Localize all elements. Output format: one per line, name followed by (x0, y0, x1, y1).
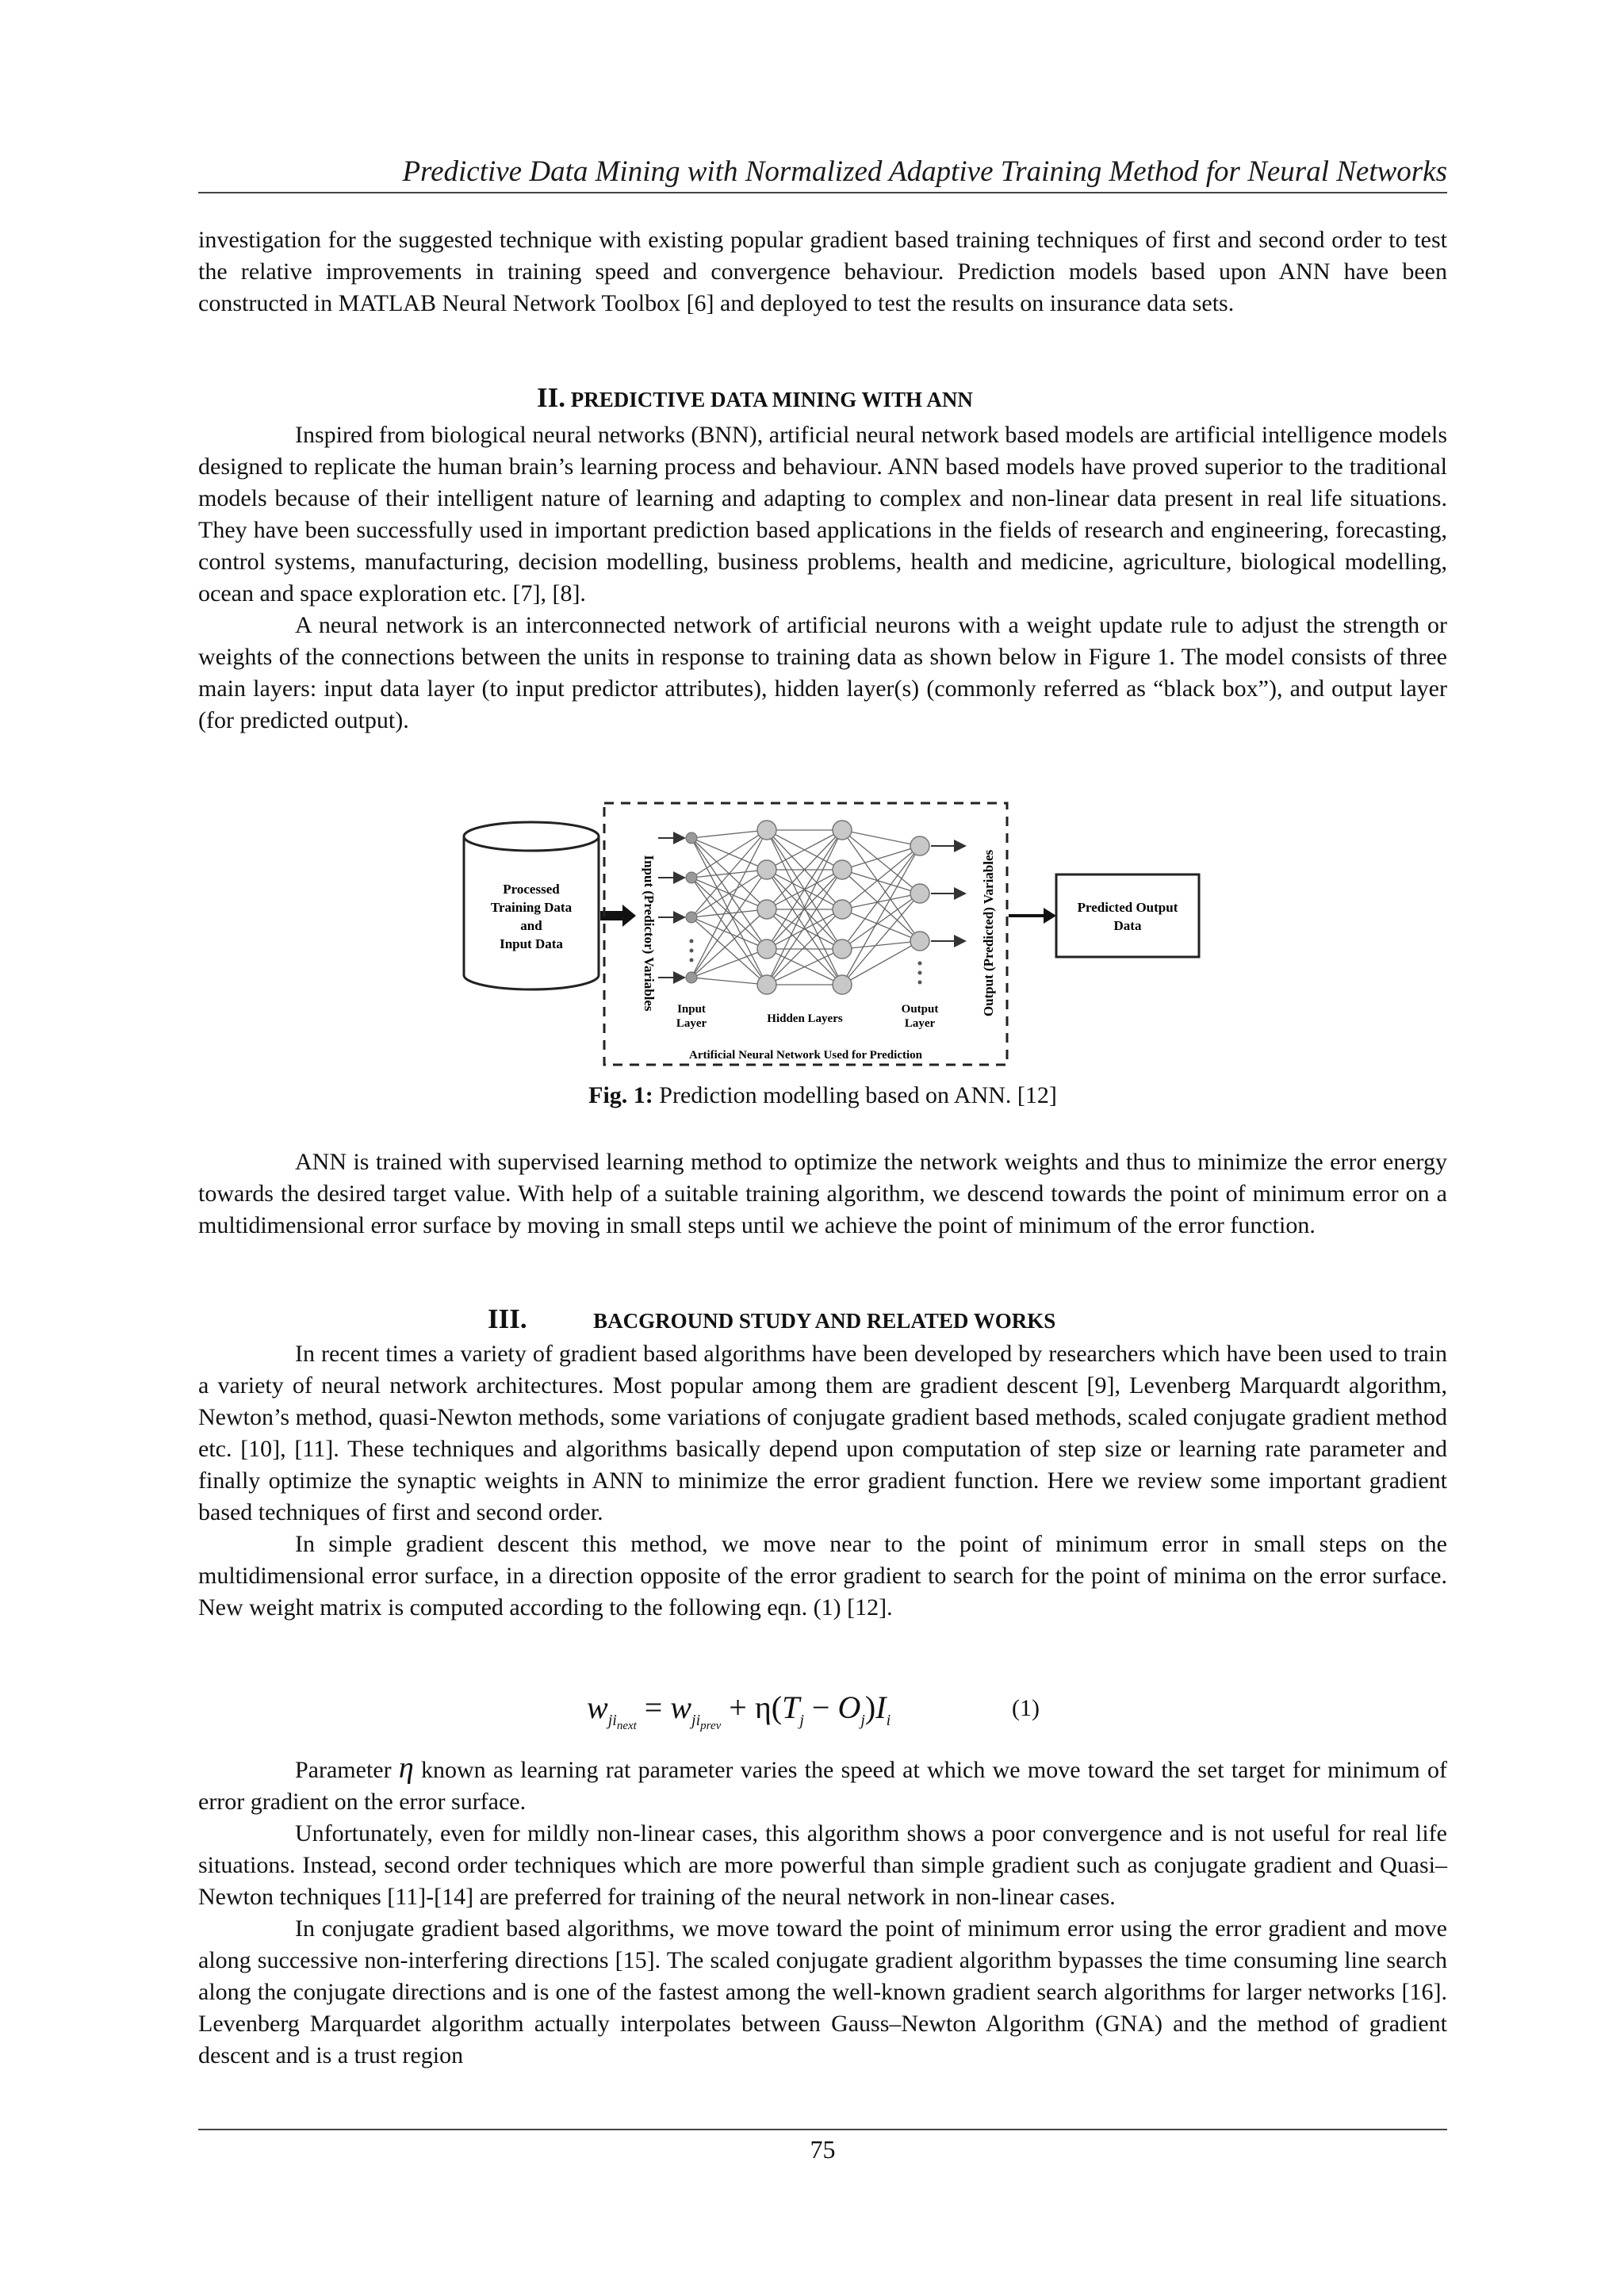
section-3-title: BACGROUND STUDY AND RELATED WORKS (593, 1309, 1056, 1333)
output-layer-label-line-1: Output (901, 1003, 939, 1016)
after-figure-block (198, 1146, 1447, 1242)
eta-symbol: η (398, 1751, 414, 1785)
section-3-heading (198, 1303, 1447, 1337)
ann-caption-label: Artificial Neural Network Used for Prediction (689, 1049, 922, 1062)
after-equation-block (198, 1752, 1447, 2072)
ann-diagram (460, 797, 1205, 1074)
network-connections (691, 830, 920, 985)
figure-1-caption (198, 1080, 1447, 1112)
after-equation-paragraph-1: Unfortunately, even for mildly non-linear cases, this algorithm shows a poor convergence and is not useful for real life situations. Instead, second order techniques which are more powerful than simple gradient such as conjugate gradient and Quasi–Newton techniques [11]-[14] are preferred for training of the neural network in non-linear cases. (198, 1820, 1447, 1910)
input-arrow (600, 905, 636, 927)
figure-1-caption-text: Prediction modelling based on ANN. [12] (653, 1082, 1057, 1108)
db-label-line-1: Processed (503, 882, 560, 897)
paper-page (198, 0, 1447, 2296)
section-2-paragraph-2: A neural network is an interconnected network of artificial neurons with a weight update rule to adjust the strength or weights of the connections between the units in response to training data as shown below in Figure 1. The model consists of three main layers: input data layer (to input predictor attributes), hidden layer(s) (commonly referred as “black box”), and output layer (for predicted output). (198, 612, 1447, 733)
ann-dashed-boundary (604, 803, 1007, 1065)
equation-1 (587, 1689, 1221, 1736)
hidden-layer-2-neurons (833, 821, 852, 994)
db-label-line-3: and (520, 918, 542, 933)
db-label-line-4: Input Data (500, 936, 563, 951)
running-header: Predictive Data Mining with Normalized Adaptive Training Method for Neural Networks (402, 155, 1447, 188)
section-3-paragraph-2: In simple gradient descent this method, we move near to the point of minimum error in small steps on the multidimensional error surface, in a direction opposite of the error gradient to search for the point of minima on the error surface. New weight matrix is computed according to the following eqn. (1) [12]. (198, 1531, 1447, 1621)
input-layer-label-line-1: Input (677, 1003, 706, 1016)
section-3-body (198, 1338, 1447, 1624)
output-variables-label: Output (Predicted) Variables (981, 849, 996, 1017)
section-2-number: II. (537, 382, 565, 413)
page-number: 75 (810, 2135, 836, 2164)
intro-block (198, 224, 1447, 320)
db-label-line-2: Training Data (490, 900, 573, 915)
intro-paragraph: investigation for the suggested technique with existing popular gradient based training techniques of first and second order to test the relative improvements in training speed and convergence behaviour. Prediction models based upon ANN have been constructed in MATLAB Neural Network Toolbox [6] and deployed to test the results on insurance data sets. (198, 227, 1447, 316)
output-box-line-2: Data (1113, 918, 1142, 933)
footer-rule (198, 2129, 1447, 2130)
section-2-title: PREDICTIVE DATA MINING WITH ANN (570, 388, 973, 411)
input-layer-neurons (686, 832, 697, 983)
after-equation-paragraph-2: In conjugate gradient based algorithms, we move toward the point of minimum error using the error gradient and move along successive non-interfering directions [15]. The scaled conjugate gradient algorithm bypasses the time consuming line search along the conjugate directions and is one of the fastest among the well-known gradient search algorithms for larger networks [16]. Levenberg Marquardet algorithm actually interpolates between Gauss–Newton Algorithm (GNA) and the method of gradient descent and is a trust region (198, 1915, 1447, 2068)
input-layer-label-line-2: Layer (676, 1017, 707, 1030)
figure-1 (460, 797, 1205, 1074)
output-arrow (1009, 908, 1056, 924)
hidden-layer-1-neurons (757, 821, 776, 994)
input-variables-label: Input (Predictor) Variables (642, 855, 657, 1012)
section-3-paragraph-1: In recent times a variety of gradient based algorithms have been developed by researchers which have been used to train a variety of neural network architectures. Most popular among them are gradient descent [9], Levenberg Marquardt algorithm, Newton’s method, quasi-Newton methods, some variations of conjugate gradient based methods, scaled conjugate gradient method etc. [10], [11]. These techniques and algorithms basically depend upon computation of step size or learning rate parameter and finally optimize the synaptic weights in ANN to minimize the error gradient function. Here we review some important gradient based techniques of first and second order. (198, 1341, 1447, 1525)
figure-1-caption-label: Fig. 1: (588, 1082, 653, 1108)
input-arrows (658, 838, 684, 978)
section-2-paragraph-1: Inspired from biological neural networks (BNN), artificial neural network based models are artificial intelligence models designed to replicate the human brain’s learning process and behaviour. ANN based models have proved superior to the traditional models because of their intelligent nature of learning and adapting to complex and non-linear data present in real life situations. They have been successfully used in important prediction based applications in the fields of research and engineering, forecasting, control systems, manufacturing, decision modelling, business problems, health and medicine, agriculture, biological modelling, ocean and space exploration etc. [7], [8]. (198, 422, 1447, 607)
section-3-number: III. (488, 1303, 527, 1334)
output-arrows (931, 846, 965, 941)
equation-1-number: (1) (1012, 1695, 1040, 1721)
section-2-heading (198, 382, 1447, 415)
hidden-layers-label: Hidden Layers (767, 1012, 843, 1025)
section-2-body (198, 419, 1447, 737)
output-box-line-1: Predicted Output (1077, 900, 1178, 915)
parameter-paragraph: Parameter η known as learning rat parameter varies the speed at which we move toward the set target for minimum of error gradient on the error surface. (198, 1751, 1447, 1815)
after-figure-paragraph: ANN is trained with supervised learning method to optimize the network weights and thus to minimize the error energy towards the desired target value. With help of a suitable training algorithm, we descend towards the point of minimum error on a multidimensional error surface by moving in small steps until we achieve the point of minimum of the error function. (198, 1149, 1447, 1238)
header-rule (198, 192, 1447, 193)
predicted-output-box (1056, 874, 1199, 957)
equation-1-expression: $w_{ji_{next}} = w_{ji_{prev}} + \eta(T_j - O_j)I_i$ (587, 1689, 891, 1732)
output-layer-label-line-2: Layer (904, 1017, 936, 1030)
